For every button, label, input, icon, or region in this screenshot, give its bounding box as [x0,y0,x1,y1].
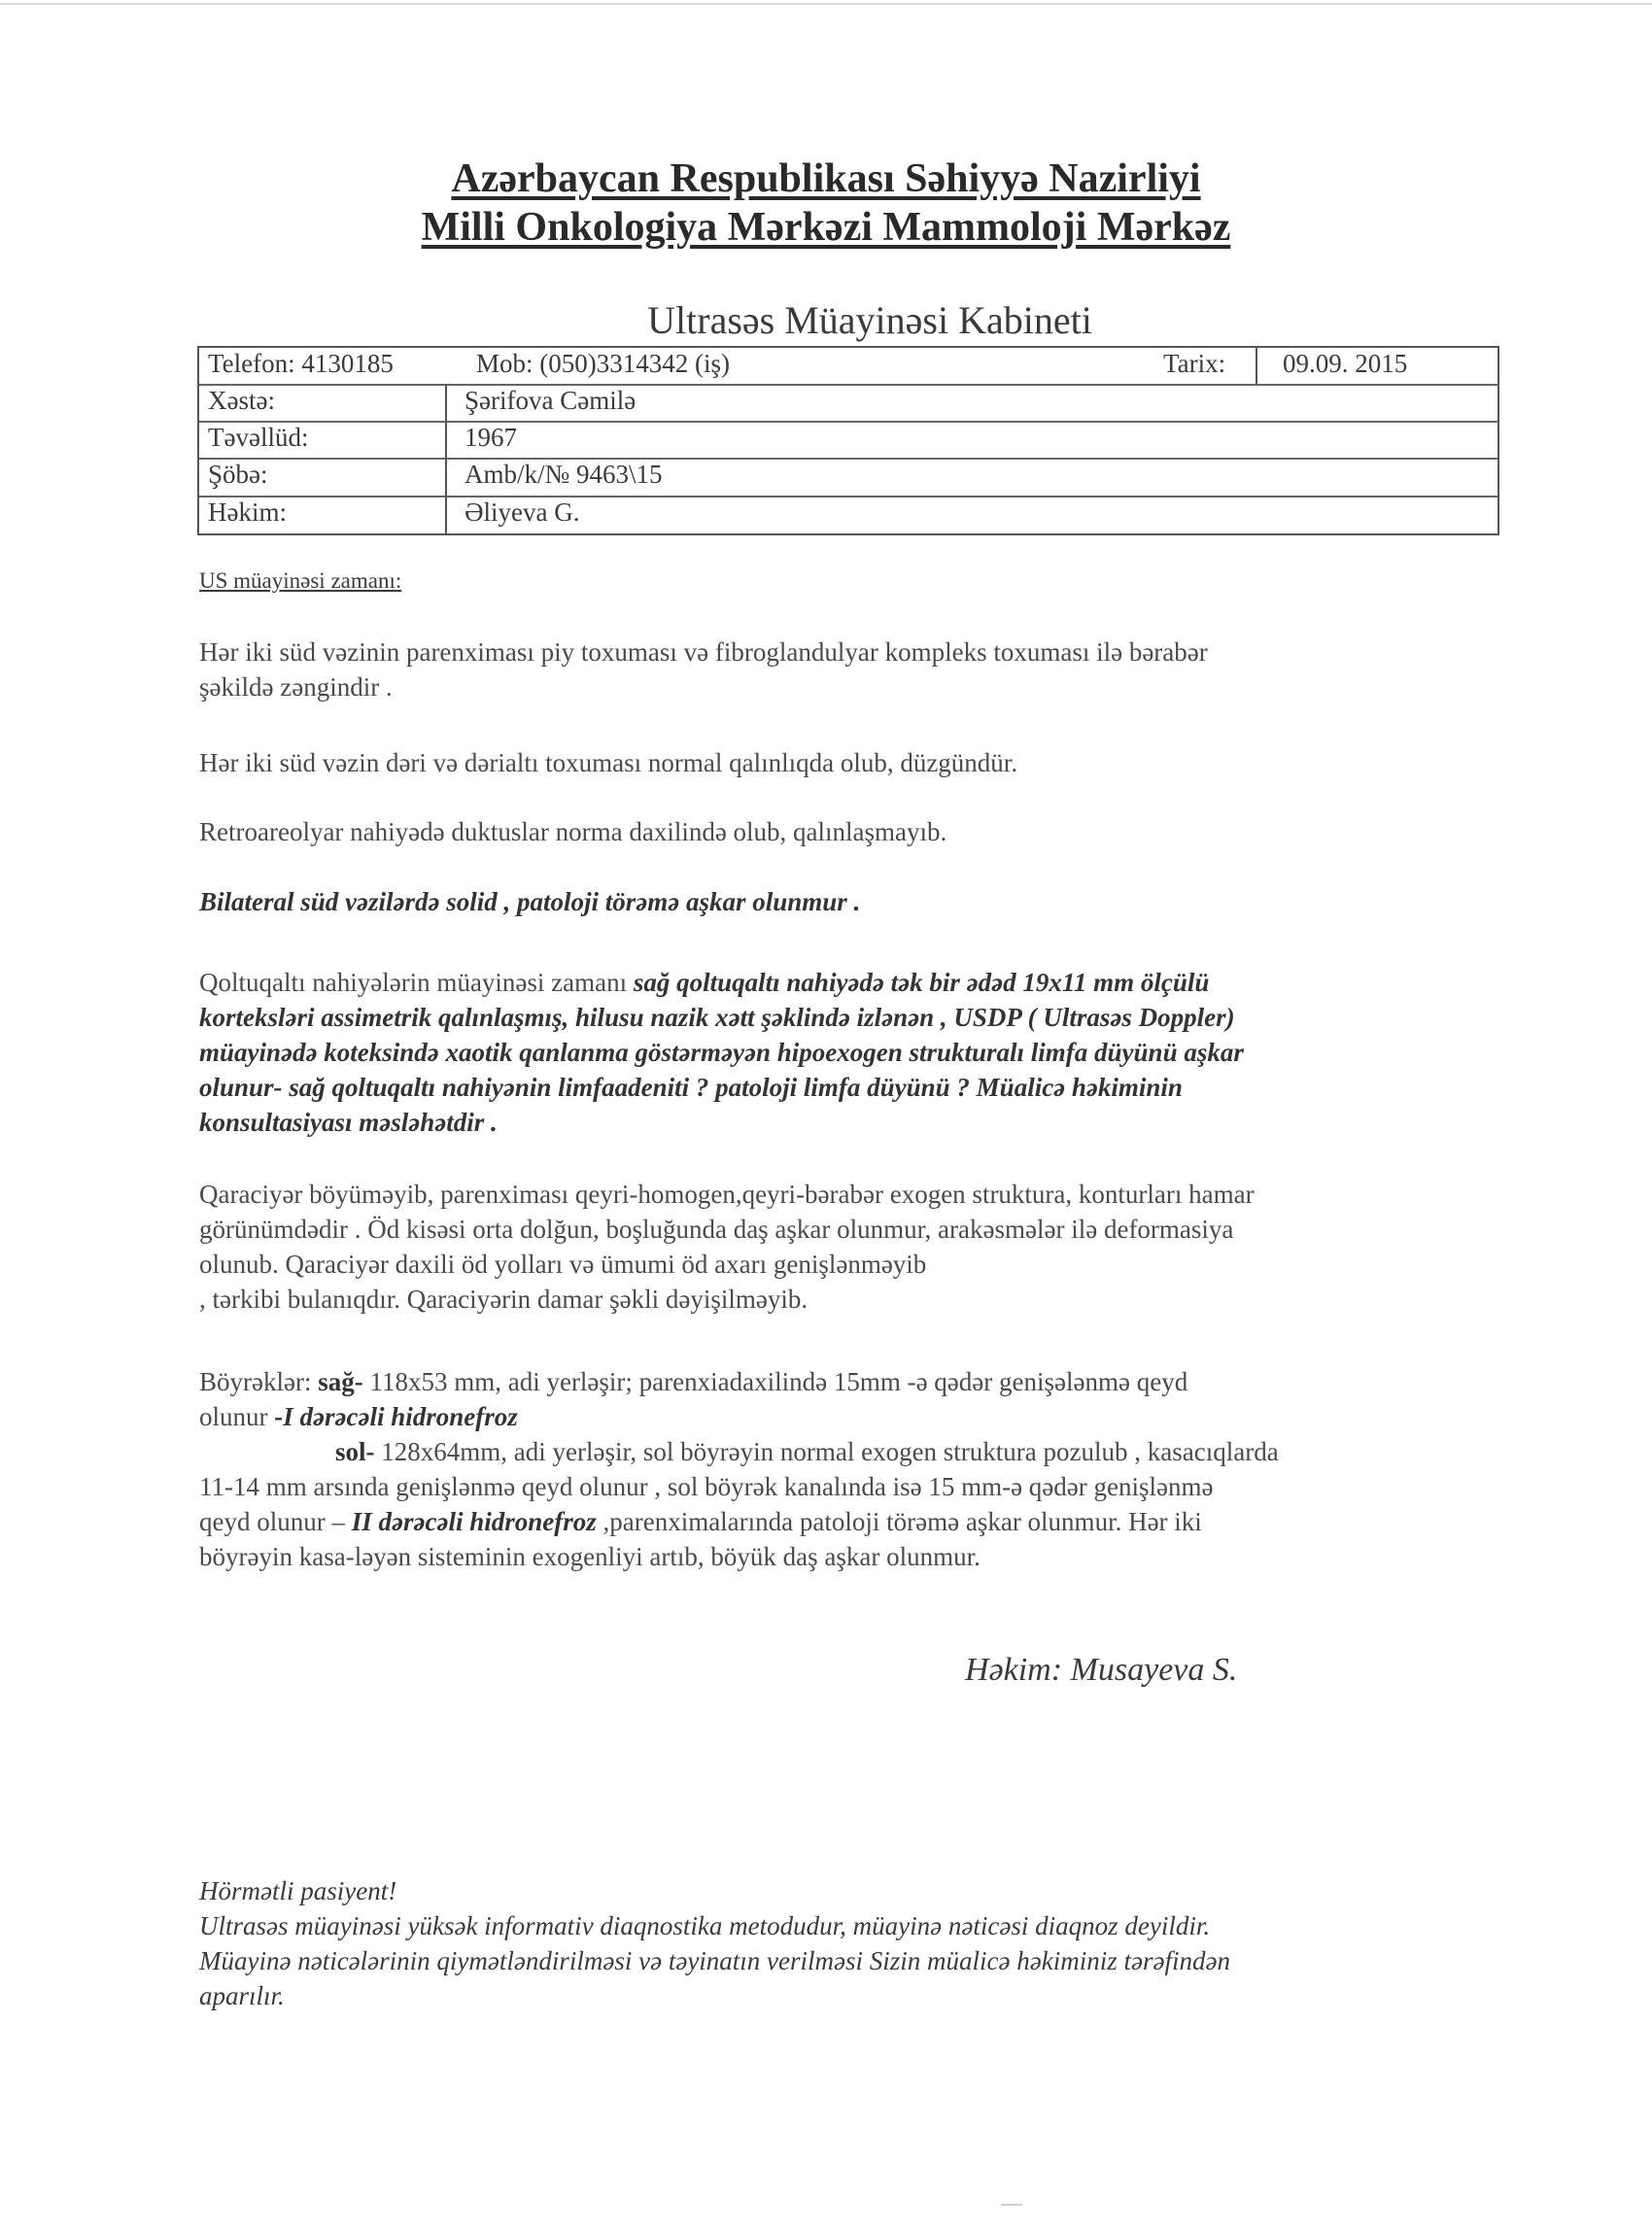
mobile-number: Mob: (050)3314342 (iş) [476,349,730,378]
cabinet-title: Ultrasəs Müayinəsi Kabineti [647,298,1092,342]
patient-notice [199,1873,1521,2013]
text-line: Qaraciyər böyüməyib, parenximası qeyri-homogen,qeyri-bərabər exogen struktura, konturları hamar [199,1180,1255,1209]
doctor-label: Həkim: [208,497,287,527]
text-line: Retroareolyar nahiyədə duktuslar norma daxilində olub, qalınlaşmayıb. [199,817,947,846]
text-line: aparılır. [199,1981,285,2010]
date-label: Tarix: [1163,349,1226,378]
text-line: Müayinə nəticələrinin qiymətləndirilməsi və təyinatın verilməsi Sizin müalicə həkiminiz tərəfindən [199,1946,1230,1975]
us-section-label: US müayinəsi zamanı: [199,568,402,593]
text-line [199,1434,1506,1469]
notice-greeting: Hörmətli pasiyent! [199,1876,397,1905]
row-divider [199,458,1497,460]
text-line: görünümdədir . Öd kisəsi orta dolğun, boşluğunda daş aşkar olunmur, arakəsmələr ilə deformasiya [199,1215,1234,1244]
text-line: Hər iki süd vəzinin parenximası piy toxuması və fibroglandulyar kompleks toxuması ilə bərabər [199,637,1208,667]
axillary-paragraph [199,965,1506,1140]
department-value: Amb/k/№ 9463\15 [465,460,663,489]
text-line: olunur- sağ qoltuqaltı nahiyənin limfaadeniti ? patoloji limfa düyünü ? Müalicə həkiminin [199,1073,1183,1102]
text-line: şəkildə zəngindir . [199,672,393,702]
row-divider [199,421,1497,423]
text-line: müayinədə koteksində xaotik qanlanma göstərməyən hipoexogen strukturalı limfa düyünü aşkar [199,1038,1244,1067]
scan-artifact [1001,2204,1022,2206]
text-line [199,965,1506,1000]
text-line: Ultrasəs müayinəsi yüksək informativ diaqnostika metodudur, müayinə nəticəsi diaqnoz deyildir. [199,1911,1211,1940]
retroareolar-paragraph [199,814,1506,849]
row-divider [199,384,1497,386]
text-line: Hər iki süd vəzin dəri və dərialtı toxuması normal qalınlıqda olub, düzgündür. [199,748,1018,777]
column-divider [445,384,447,533]
department-label: Şöbə: [208,460,268,489]
patient-label: Xəstə: [208,386,275,415]
text-plain: 118x53 mm, adi yerləşir; parenxiadaxilində 15mm -ə qədər genişələnmə qeyd [362,1367,1188,1396]
doctor-signature: Həkim: Musayeva S. [965,1652,1238,1688]
birth-year-value: 1967 [465,423,517,452]
text-line: Bilateral süd vəzilərdə solid , patoloji törəmə aşkar olunmur . [199,887,861,916]
text-bold: sağ- [318,1367,363,1396]
center-title: Milli Onkologiya Mərkəzi Mammoloji Mərkəz [421,205,1231,250]
text-plain: olunur [199,1402,275,1431]
doctor-value: Əliyeva G. [465,497,580,527]
text-plain: Qoltuqaltı nahiyələrin müayinəsi zamanı [199,968,634,997]
text-emphasis: -I dərəcəli hidronefroz [274,1402,518,1431]
date-column-divider [1256,348,1257,384]
liver-paragraph [199,1177,1506,1317]
text-emphasis: II dərəcəli hidronefroz [351,1507,597,1536]
skin-paragraph [199,745,1506,780]
phone-number: Telefon: 4130185 [208,349,394,378]
text-plain: ,parenximalarında patoloji törəmə aşkar olunmur. Hər iki [596,1507,1202,1536]
text-line: konsultasiyası məsləhətdir . [199,1108,498,1137]
text-line: böyrəyin kasa-ləyən sisteminin exogenliyi artıb, böyük daş aşkar olunmur. [199,1542,981,1571]
text-plain: 128x64mm, adi yerləşir, sol böyrəyin normal exogen struktura pozulub , kasacıqlarda [374,1437,1279,1466]
text-line [199,1504,1506,1539]
date-value: 09.09. 2015 [1283,349,1408,378]
text-plain: Böyrəklər: [199,1367,319,1396]
row-divider [199,496,1497,497]
text-line [199,1364,1506,1399]
ministry-title: Azərbaycan Respublikası Səhiyyə Nazirliyi [451,156,1201,201]
bilateral-finding [199,884,1506,919]
text-line: olunub. Qaraciyər daxili öd yolları və ümumi öd axarı genişlənməyib [199,1250,927,1279]
text-plain: qeyd olunur – [199,1507,352,1536]
text-line [199,1399,1506,1434]
text-emphasis: sağ qoltuqaltı nahiyədə tək bir ədəd 19x11 mm ölçülü [633,968,1210,997]
kidney-paragraph [199,1364,1506,1574]
patient-value: Şərifova Cəmilə [465,386,637,415]
scan-top-edge [0,3,1652,5]
text-bold: sol- [335,1437,375,1466]
birth-year-label: Təvəllüd: [208,423,309,452]
text-line: korteksləri assimetrik qalınlaşmış, hilusu nazik xətt şəklində izlənən , USDP ( Ultrasəs Doppler) [199,1003,1235,1032]
breast-parenchyma-paragraph [199,634,1506,704]
text-line: , tərkibi bulanıqdır. Qaraciyərin damar şəkli dəyişilməyib. [199,1285,809,1314]
text-line: 11-14 mm arsında genişlənmə qeyd olunur , sol böyrək kanalında isə 15 mm-ə qədər genişlənmə [199,1472,1214,1501]
